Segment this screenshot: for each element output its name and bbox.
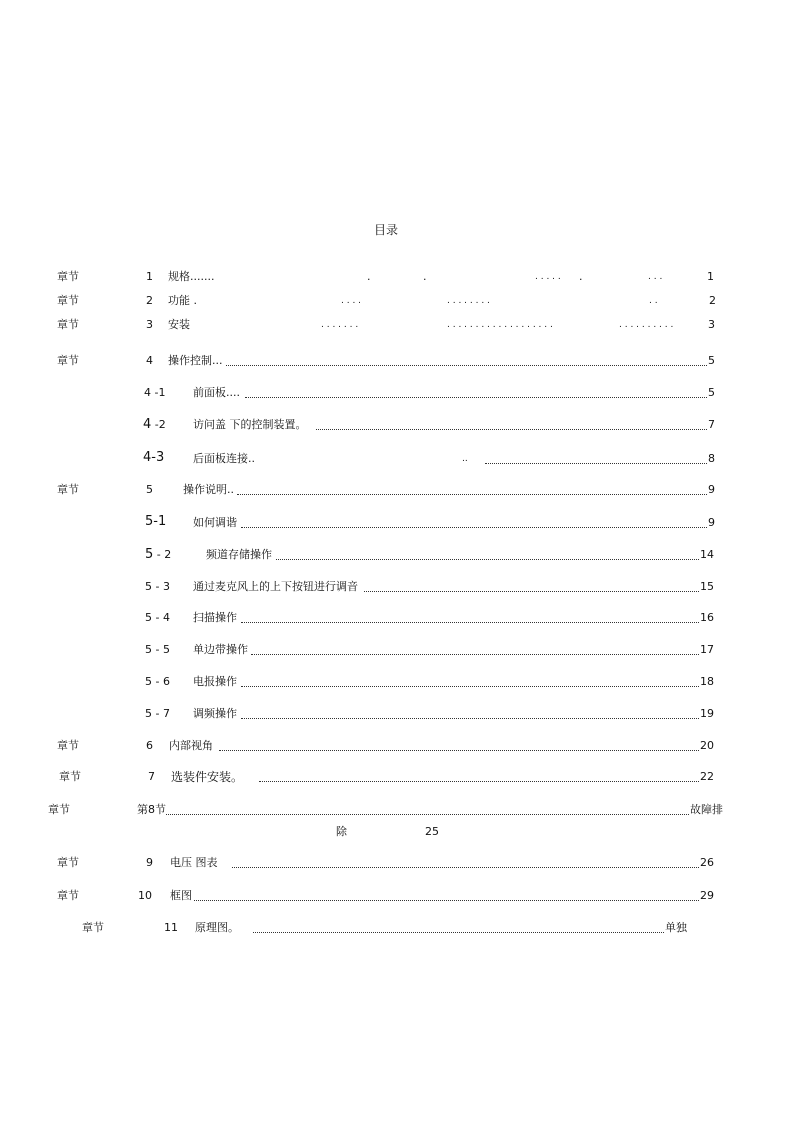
toc-number: 5 - 7 <box>145 707 170 720</box>
chapter-label: 章节 <box>57 354 79 367</box>
toc-page-number: 14 <box>700 548 714 561</box>
toc-number: 3 <box>146 318 153 331</box>
toc-page-number: 5 <box>708 386 715 399</box>
toc-entry-link[interactable]: 前面板.... <box>193 386 240 399</box>
toc-entry-end-text: 单独 <box>665 921 687 934</box>
toc-page-number: 1 <box>707 270 714 283</box>
toc-entry-end-text: 故障排 <box>690 803 723 816</box>
toc-number: 5 - 6 <box>145 675 170 688</box>
toc-page-number: 7 <box>708 418 715 431</box>
dot-leader <box>241 686 699 687</box>
dot-leader <box>241 718 699 719</box>
toc-page-number: 20 <box>700 739 714 752</box>
toc-entry-link[interactable]: 操作控制... <box>168 354 223 367</box>
dot-leader <box>485 463 707 464</box>
dot-leader <box>232 867 699 868</box>
toc-number-main: 4 <box>143 417 152 432</box>
toc-entry-link[interactable]: 调频操作 <box>193 707 237 720</box>
dot-fragment: . . . . . . . . . . . . . . . . . . . <box>447 320 553 330</box>
chapter-label: 章节 <box>57 483 79 496</box>
toc-entry-link[interactable]: 原理图。 <box>195 921 239 934</box>
dot-leader <box>364 591 699 592</box>
toc-number: 6 <box>146 739 153 752</box>
toc-entry-link[interactable]: 后面板连接.. <box>193 452 255 465</box>
toc-entry-link[interactable]: 选装件安装。 <box>171 770 244 784</box>
chapter-label: 章节 <box>48 803 70 816</box>
chapter-label: 章节 <box>57 318 79 331</box>
toc-entry-link[interactable]: 频道存储操作 <box>206 548 272 561</box>
toc-page-number: 26 <box>700 856 714 869</box>
chapter-label: 章节 <box>57 889 79 902</box>
toc-number: 5 <box>146 483 153 496</box>
chapter-label: 章节 <box>57 856 79 869</box>
toc-entry-link[interactable]: 电压 图表 <box>170 856 218 869</box>
chapter-label: 章节 <box>57 270 79 283</box>
toc-number: 4-3 <box>143 450 165 465</box>
dot-fragment: . . . . <box>341 296 362 306</box>
dot-fragment: . <box>579 270 583 283</box>
toc-page-number: 5 <box>708 354 715 367</box>
toc-page-number: 25 <box>425 825 439 838</box>
toc-entry-link[interactable]: 规格....... <box>168 270 215 283</box>
toc-page-number: 22 <box>700 770 714 783</box>
dot-fragment: . . . . . <box>535 272 561 282</box>
toc-page-number: 16 <box>700 611 714 624</box>
toc-number: 9 <box>146 856 153 869</box>
dot-fragment: . . . <box>648 272 663 282</box>
toc-page-number: 9 <box>708 516 715 529</box>
toc-entry-link[interactable]: 安装 <box>168 318 190 331</box>
dot-fragment: . <box>367 270 371 283</box>
dot-leader <box>237 494 707 495</box>
toc-number: 11 <box>164 921 178 934</box>
toc-entry-link[interactable]: 电报操作 <box>193 675 237 688</box>
chapter-label: 章节 <box>59 770 81 783</box>
toc-number: 7 <box>148 770 155 783</box>
chapter-label: 章节 <box>57 739 79 752</box>
toc-entry-link[interactable]: 访问盖 下的控制装置。 <box>193 418 307 431</box>
dot-leader <box>241 622 699 623</box>
toc-entry-link[interactable]: 第8节 <box>137 803 166 816</box>
dot-leader <box>226 365 707 366</box>
toc-number: 5 - 5 <box>145 643 170 656</box>
toc-entry-link[interactable]: 扫描操作 <box>193 611 237 624</box>
chapter-label: 章节 <box>57 294 79 307</box>
dot-leader <box>166 814 689 815</box>
toc-number-rest: - 2 <box>153 548 172 561</box>
toc-title: 目录 <box>374 223 399 237</box>
toc-page-number: 2 <box>709 294 716 307</box>
toc-entry-continuation: 除 <box>336 825 347 838</box>
toc-number: 2 <box>146 294 153 307</box>
toc-entry-link[interactable]: 通过麦克风上的上下按钮进行调音 <box>193 580 358 593</box>
toc-number: 5-1 <box>145 514 167 529</box>
dot-leader <box>316 429 707 430</box>
toc-number <box>145 548 171 562</box>
toc-entry-link[interactable]: 如何调谐 <box>193 516 237 529</box>
toc-number: 5 - 4 <box>145 611 170 624</box>
dot-leader <box>194 900 699 901</box>
toc-number <box>143 418 166 432</box>
toc-page-number: 8 <box>708 452 715 465</box>
dot-fragment: . . <box>649 296 658 306</box>
dot-leader <box>245 397 707 398</box>
dot-leader <box>259 781 699 782</box>
dot-leader <box>241 527 707 528</box>
toc-number-rest: -2 <box>151 418 166 431</box>
toc-page-number: 15 <box>700 580 714 593</box>
toc-number-main: 5 <box>145 547 154 562</box>
toc-entry-link[interactable]: 功能 . <box>168 294 197 307</box>
dot-fragment: . . . . . . . <box>321 320 359 330</box>
toc-entry-link[interactable]: 内部视角 <box>169 739 213 752</box>
dot-leader <box>219 750 699 751</box>
toc-number: 4 -1 <box>144 386 166 399</box>
toc-page-number: 29 <box>700 889 714 902</box>
dot-fragment: . . . . . . . . <box>447 296 490 306</box>
toc-number: 1 <box>146 270 153 283</box>
toc-page-number: 9 <box>708 483 715 496</box>
toc-page-number: 17 <box>700 643 714 656</box>
dot-leader <box>251 654 699 655</box>
toc-entry-link[interactable]: 单边带操作 <box>193 643 248 656</box>
dot-leader <box>253 932 664 933</box>
toc-number: 10 <box>138 889 152 902</box>
toc-page-number: 18 <box>700 675 714 688</box>
toc-number: 5 - 3 <box>145 580 170 593</box>
dot-fragment: .. <box>462 454 468 464</box>
dot-fragment: . . . . . . . . . . <box>619 320 674 330</box>
chapter-label: 章节 <box>82 921 104 934</box>
toc-page-number: 19 <box>700 707 714 720</box>
toc-entry-link[interactable]: 操作说明.. <box>183 483 234 496</box>
toc-number: 4 <box>146 354 153 367</box>
toc-entry-link[interactable]: 框图 <box>170 889 192 902</box>
toc-page-number: 3 <box>708 318 715 331</box>
dot-leader <box>276 559 699 560</box>
dot-fragment: . <box>423 270 427 283</box>
